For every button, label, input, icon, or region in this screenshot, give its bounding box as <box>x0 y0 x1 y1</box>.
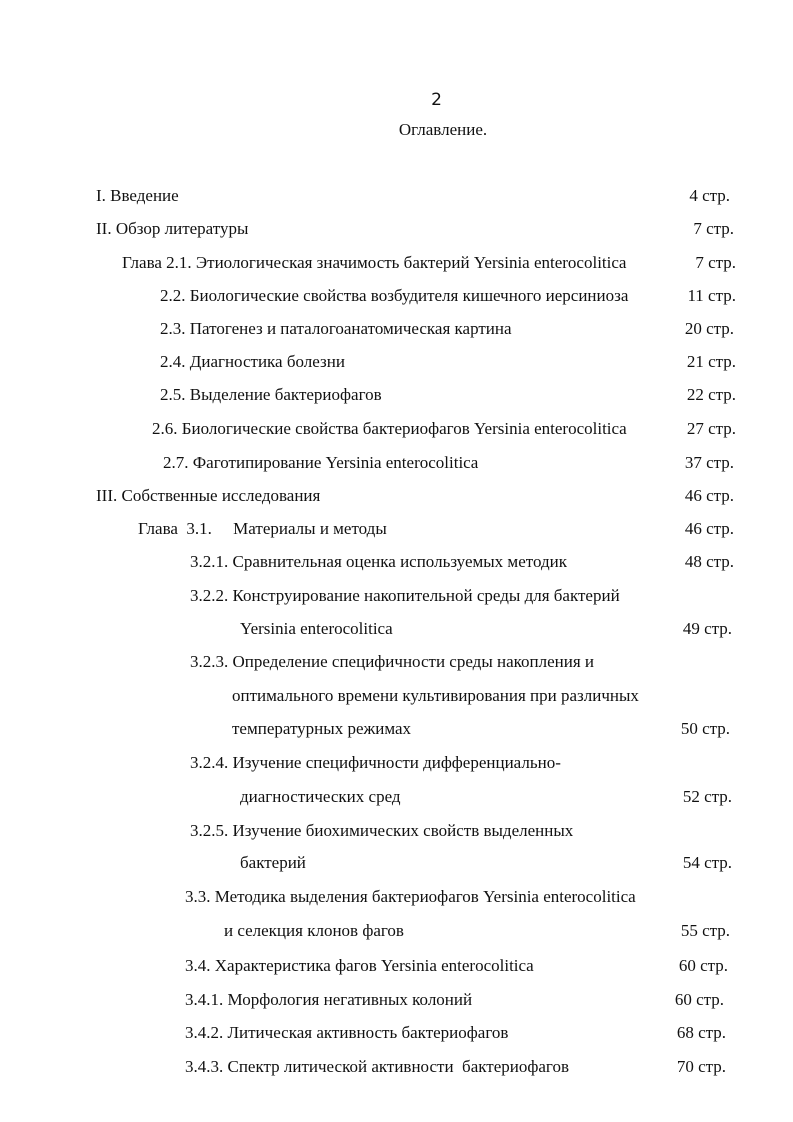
toc-entry-label: оптимального времени культивирования при различных <box>232 686 639 705</box>
toc-entry-label: диагностических сред <box>240 787 401 806</box>
toc-entry-label: Yersinia enterocolitica <box>240 619 393 638</box>
toc-entry <box>240 618 736 640</box>
toc-entry-label: 3.2.1. Сравнительная оценка используемых методик <box>190 552 567 571</box>
toc-entry-label: 2.6. Биологические свойства бактериофагов Yersinia enterocolitica <box>152 419 627 438</box>
toc-entry <box>185 886 736 908</box>
toc-entry <box>152 418 736 440</box>
toc-entry-label: 3.2.2. Конструирование накопительной среды для бактерий <box>190 586 620 605</box>
toc-entry-page: 48 стр. <box>684 552 734 571</box>
toc-entry <box>122 252 736 274</box>
toc-entry-label: и селекция клонов фагов <box>224 921 404 940</box>
toc-entry-label: 3.2.5. Изучение биохимических свойств выделенных <box>190 821 574 840</box>
toc-entry-label: III. Собственные исследования <box>96 486 321 505</box>
toc-entry <box>96 218 736 240</box>
toc-entry-page: 46 стр. <box>684 519 734 538</box>
toc-entry-label: 2.7. Фаготипирование Yersinia enterocolitica <box>163 453 479 472</box>
toc-entry-label: 2.4. Диагностика болезни <box>160 352 345 371</box>
toc-entry-label: 3.4.2. Литическая активность бактериофагов <box>185 1023 509 1042</box>
toc-entry-label: температурных режимах <box>232 719 412 738</box>
toc-entry-label: Глава 3.1. Материалы и методы <box>138 519 387 538</box>
toc-entry-label: бактерий <box>240 853 306 872</box>
toc-entry-label: Глава 2.1. Этиологическая значимость бактерий Yersinia enterocolitica <box>122 253 627 272</box>
toc-entry-page: 50 стр. <box>680 719 730 738</box>
toc-entry <box>185 989 736 1011</box>
toc-entry <box>190 585 736 607</box>
toc-entry-page: 60 стр. <box>678 956 728 975</box>
toc-entry <box>232 685 736 707</box>
toc-entry <box>190 551 736 573</box>
toc-entry-page: 49 стр. <box>682 619 732 638</box>
toc-entry-page: 60 стр. <box>674 990 724 1009</box>
toc-entry <box>190 651 736 673</box>
toc-entry <box>138 518 736 540</box>
toc-entry-page: 7 стр. <box>693 219 734 238</box>
toc-entry <box>160 351 736 373</box>
toc-entry <box>185 955 736 977</box>
toc-entry-label: 3.4. Характеристика фагов Yersinia enterocolitica <box>185 956 534 975</box>
toc-entry-page: 68 стр. <box>676 1023 726 1042</box>
toc-entry-page: 54 стр. <box>682 853 732 872</box>
toc-entry <box>160 285 736 307</box>
toc-entry <box>185 1056 736 1078</box>
toc-entry <box>96 485 736 507</box>
toc-entry <box>224 920 736 942</box>
toc-entry-page: 4 стр. <box>689 186 730 205</box>
toc-entry-page: 22 стр. <box>686 385 736 404</box>
toc-entry-label: 3.2.3. Определение специфичности среды накопления и <box>190 652 595 671</box>
toc-entry-label: I. Введение <box>96 186 179 205</box>
toc-entry-label: 2.5. Выделение бактериофагов <box>160 385 382 404</box>
toc-entry-label: 2.3. Патогенез и паталогоанатомическая картина <box>160 319 512 338</box>
toc-entry-label: 3.3. Методика выделения бактериофагов Yersinia enterocolitica <box>185 887 636 906</box>
page-title: Оглавление. <box>398 120 488 139</box>
toc-entry-label: 3.4.3. Спектр литической активности бактериофагов <box>185 1057 569 1076</box>
toc-entry <box>96 185 736 207</box>
toc-entry-page: 7 стр. <box>695 253 736 272</box>
toc-entry-page: 21 стр. <box>686 352 736 371</box>
toc-entry-page: 27 стр. <box>686 419 736 438</box>
toc-entry-label: II. Обзор литературы <box>96 219 249 238</box>
toc-entry-page: 37 стр. <box>684 453 734 472</box>
toc-entry <box>185 1022 736 1044</box>
toc-entry-label: 3.4.1. Морфология негативных колоний <box>185 990 473 1009</box>
toc-entry <box>240 852 736 874</box>
toc-entry <box>240 786 736 808</box>
toc-entry-page: 55 стр. <box>680 921 730 940</box>
toc-entry-page: 70 стр. <box>676 1057 726 1076</box>
toc-entry <box>160 384 736 406</box>
toc-entry <box>190 752 736 774</box>
toc-entry-page: 46 стр. <box>684 486 734 505</box>
toc-entry <box>163 452 736 474</box>
toc-entry <box>160 318 736 340</box>
toc-entry-label: 2.2. Биологические свойства возбудителя кишечного иерсиниоза <box>160 286 629 305</box>
toc-entry-page: 11 стр. <box>687 286 736 305</box>
toc-entry-label: 3.2.4. Изучение специфичности дифференциально- <box>190 753 561 772</box>
toc-entry <box>232 718 736 740</box>
page-number: 2 <box>431 90 442 110</box>
toc-entry <box>190 820 736 842</box>
toc-entry-page: 52 стр. <box>682 787 732 806</box>
toc-entry-page: 20 стр. <box>684 319 734 338</box>
